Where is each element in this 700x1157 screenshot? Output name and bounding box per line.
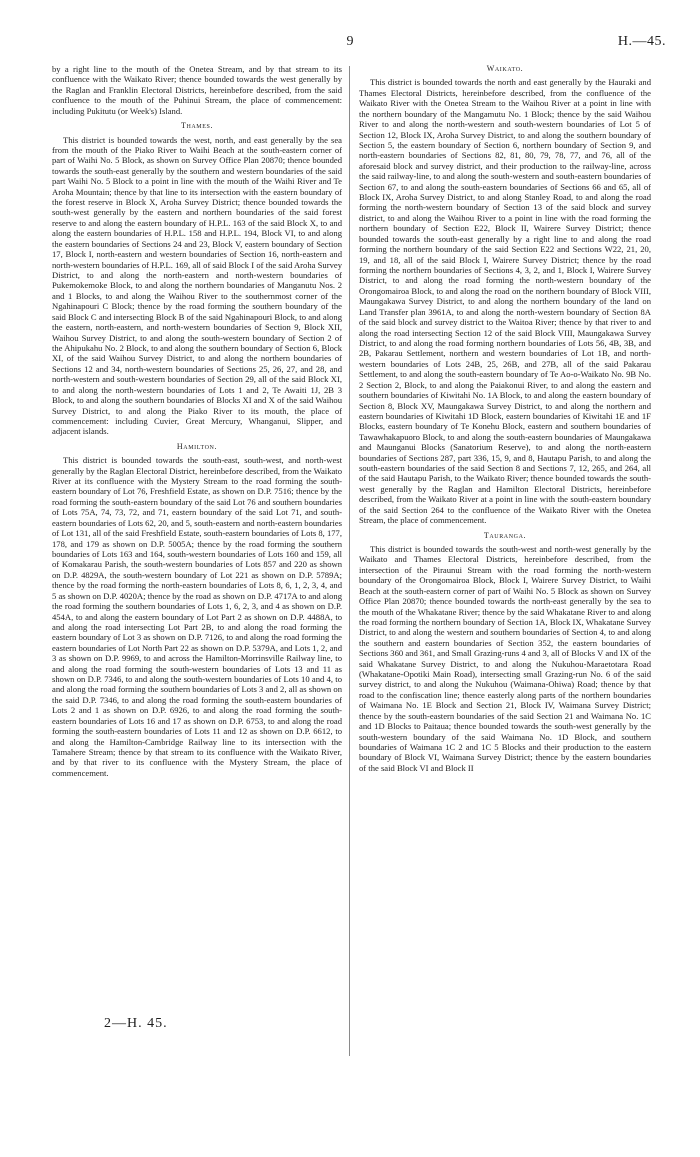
tauranga-heading: Tauranga. <box>483 530 527 540</box>
document-reference: H.—45. <box>617 34 666 49</box>
hamilton-heading: Hamilton. <box>176 441 218 451</box>
left-column <box>52 64 342 778</box>
right-column <box>359 64 651 773</box>
waikato-heading: Waikato. <box>486 64 524 73</box>
tauranga-description: This district is bounded towards the south-west and north-west generally by the Waikato and Thames Electoral Districts, hereinbefore described, from the intersection of the Piraunui Stream with the road forming the north-western boundary of the Orongomairoa Block, Block I, Wairere Survey District, to Waihi Beach at the south-eastern corner of part of Waihi No. 5 Block as shown on Survey Office Plan 20870; thence bounded towards the north-east generally by the sea to the mouth of the Whakatane River; thence by the said Whakatane River to and along the road forming the northern boundary of Section 1A, Block IX, Whakatane Survey District, to and along the western and southern boundaries of Section 4, to and along the southern and eastern boundaries of Section 352, the eastern boundaries of Sections 360 and 361, and Small Grazing-runs 4 and 3, all of Blocks V and IX of the said Whakatane Survey District, to and along the Nukuhou-Maraetotara Road (Whakatane-Opotiki Main Road), intersecting small Grazing-run No. 6 of the said survey district, to and along the Nukuhou (Waimana-Ohiwa) Road; thence by that road to the confiscation line; thence easterly along parts of the northern boundaries of Waimana No. 1E Block and Section 21, Block IV, Waimana Survey District; thence by the south-eastern boundaries of the said Section 21 and Waimana No. 1C and 1D Blocks to Paitaua; thence bounded towards the south-west generally by the south-western boundary of the said Waimana No. 1D Block, and southern boundaries of Waimana 1C 2 and 1C 5 Blocks and their production to the eastern boundary of Block VI, Waimana Survey District; thence by the eastern boundaries of the said Block VI and Block II <box>359 543 651 773</box>
thames-description: This district is bounded towards the west, north, and east generally by the sea from the mouth of the Piako River to Waihi Beach at the south-eastern corner of part of Waihi No. 5 Block, as shown on Survey Office Plan 20870; thence bounded towards the south-east generally by the southern and western boundaries of the said part Waihi No. 5 Block to a point in line with the mouth of the Waihi River and Te Aroha Mountain; thence by that line to its intersection with the eastern boundary of the forest reserve in Block X, Aroha Survey District; thence bounded towards the south-west generally by the eastern and northern boundaries of the said forest reserve to and along the eastern boundary of H.P.L. 163 of the said Block X, to and along the eastern boundaries of H.P.L. 158 and H.P.L. 194, Block VI, to and along the eastern boundaries of Sections 24 and 23, Block V, eastern boundary of Section 17, Block I, north-eastern and western boundaries of Section 16, north-eastern and north-western boundaries of H.P.L. 169, all of said Block I of the said Aroha Survey District, to and along the north-eastern and north-western boundaries of Pukemokemoke Block, to and along the northern boundaries of Manganutu Nos. 2 and 1 Blocks, to and along the Waihou River to the southernmost corner of the Ngahinapouri C Block; thence by the road forming the southern boundary of the said Block C and intersecting Block B of the said Ngahinapouri Block, to and along the eastern, north-eastern, and north-western boundaries of Section 9, Block XII, Waihou Survey District, to and along the south-western boundary of Section 2 of the Ahipukahu No. 2 Block, to and along the southern boundary of Section 6, Block XI, of the said Waihou Survey District, to and along the northern boundaries of Sections 12 and 34, north-western boundaries of Sections 25, 26, 27, and 28, and north-western and south-western boundaries of Section 29, all of the said Block XI, to and along the north-western boundaries of Lots 1 and 2, Te Awaiti 1J, 2B 3 Block, to and along the southern boundaries of Blocks XI and X of the said Waihou Survey District, to and along the Piako River to its mouth, the place of commencement: including Cuvier, Great Mercury, Whanganui, Slipper, and adjacent islands. <box>52 134 342 437</box>
continued-paragraph: by a right line to the mouth of the Onetea Stream, and by that stream to its confluence with the Waikato River; thence bounded towards the west generally by the Raglan and Franklin Electoral Districts, hereinbefore described, from the said confluence to the mouth of the Puhinui Stream, the place of commencement: including Pukitutu (or Week's) Island. <box>52 64 342 116</box>
thames-heading: Thames. <box>180 121 214 131</box>
hamilton-description: This district is bounded towards the south-east, south-west, and north-west generally by the Raglan Electoral District, hereinbefore described, from the Waikato River at its confluence with the Mystery Stream to the road forming the south-eastern boundary of Lot 76, Freshfield Estate, as shown on D.P. 7516; thence by the road forming the south-eastern boundary of the said Lot 76 and southern boundaries of Lots 75A, 74, 73, 72, and 71, eastern boundary of the said Lot 71, and south-eastern boundaries of Lots 62, 20, and 5, south-eastern and north-eastern boundaries of Lot 131, all of the said Freshfield Estate, south-eastern boundaries of Lots 8, 177, 178, and 179 as shown on D.P. 5005A; thence by the road forming the southern boundaries of Lots 163 and 164, south-western boundaries of Lots 160 and 159, all of Komakarau Parish, the south-western boundaries of Lots 857 and 220 as shown on D.P. 4829A, the south-western boundary of Lot 221 as shown on D.P. 5789A; thence by the road forming the north-eastern boundaries of Lots 8, 6, 1, 2, 3, 4, and 5 as shown on D.P. 4020A; thence by the road as shown on D.P. 4717A to and along the road forming the southern boundaries of Lots 1, 6, 2, 3, and 4 as shown on D.P. 454A, to and along the eastern boundary of Lot Part 2 as shown on D.P. 4488A, to and along the road intersecting Lot Part 2B, to and along the road forming the eastern boundary of Lot 3 as shown on D.P. 7126, to and along the road forming the eastern boundaries of Lot North Part 22 as shown on D.P. 5379A, and Lots 1, 2, and 3 as shown on D.P. 9969, to and across the Hamilton-Morrinsville Railway line, to and along the road forming the south-western boundaries of Lots 13 and 11 as shown on D.P. 7346, to and along the south-western boundaries of Lots 10 and 4, to and along the road forming the southern boundaries of Lots 3 and 2, all as shown on the said D.P. 7346, to and along the road forming the south-eastern boundaries of Lots 2 and 1 as shown on D.P. 6926, to and along the road forming the south-eastern boundaries of Lots 16 and 17 as shown on D.P. 6753, to and along the road forming the south-eastern boundaries of Lots 11 and 12 as shown on D.P. 6612, to and along the Hamilton-Cambridge Railway line to its intersection with the Tamahere Stream; thence by that stream to its confluence with the Waikato River, and by that river to its confluence with the Mystery Stream, the place of commencement. <box>52 455 342 778</box>
column-divider <box>349 66 350 1056</box>
page-number: 9 <box>346 34 354 49</box>
footer-signature: 2—H. 45. <box>104 1016 168 1031</box>
waikato-description: This district is bounded towards the north and east generally by the Hauraki and Thames Electoral Districts, hereinbefore described, from the confluence of the Waikato River with the Onetea Stream to the Waihou River at a point in line with the northern boundary of the Mangamutu No. 1 Block; thence by the said Waihou River to and along the north-western and south-western boundaries of Lot 5 of Section 12, Block IX, Aroha Survey District, to and along the southern boundary of Section 5, the eastern boundary of Section 6, northern boundary of Section 9, and north-eastern boundaries of Sections 82, 81, 80, 79, 78, 77, and 76, all of the aforesaid block and survey district, and their production to the railway-line, across the said railway-line, to and along the south-western and south-eastern boundaries of Section 67, to and along the south-eastern boundaries of Sections 66 and 65, all of Block IX, Aroha Survey District, to and along Stanley Road, to and along the road forming the north-western boundary of Section 13 of the said block and survey district, to and along the Waihou River to a point in line with the road forming the northern boundary of Section E22, Block II, Wairere Survey District; thence bounded towards the south-east generally by a right line to and along the road forming the northern boundary of the said Section E22 and Sections W22, 21, 20, 19, and 18, all of the said Block I, Wairere Survey District; thence by the road forming the northern boundaries of Sections 4, 3, 2, and 1, Block I, Wairere Survey District, to and along the road forming the north-western boundary of the Orongomairoa Block, to and along the road on the northern boundary of Block VIII, Maungakawa Survey District, to and along the northern boundary of the land on Land Transfer plan 3961A, to and along the north-western boundary of Section 8A of the said block and survey district to the Waitoa River; thence by that river to and along the road intersecting Section 12 of the said Block VIII, Maungakawa Survey District, to and along the road forming northern boundaries of Lots 56, 4B, 3B, and 2B, Pakarau Settlement, northern and western boundaries of Lot 1B, and north-western boundaries of Lots 24B, 25, 26B, and 27B, all of the said Pakarau Settlement, to and along the south-eastern boundary of Te Ao-o-Waikato No. 9B No. 2 Section 2, Block, to and along the Paiakonui River, to and along the eastern and southern boundaries of Kiwitahi No. 1A Block, to and along the eastern boundary of Section 8, Block XV, Maungakawa Survey District, to and along the northern and eastern boundaries of Kiwitahi 1D Block, eastern boundaries of Kiwitahi 1E and 1F Blocks, eastern boundary of Te Konehu Block, eastern and southern boundaries of Tawawhakapuoro Block, to and along the south-eastern boundaries of Maungakawa and Maunganui Blocks (Sanatorium Reserve), to and along the north-eastern boundaries of Sections 287, part 336, 15, 9, and 8, Hautapu Parish, to and along the south-eastern boundaries of the said Section 8 and Sections 7, 12, 265, and 264, all of the said Hautapu Parish, to the Waikato River; thence bounded towards the south-west generally by the Raglan and Hamilton Electoral Districts, hereinbefore described, from the Waikato River at a point in line with the south-eastern boundary of the said Section 264 to the confluence of the Waikato River with the Onetea Stream, the place of commencement. <box>359 77 651 526</box>
